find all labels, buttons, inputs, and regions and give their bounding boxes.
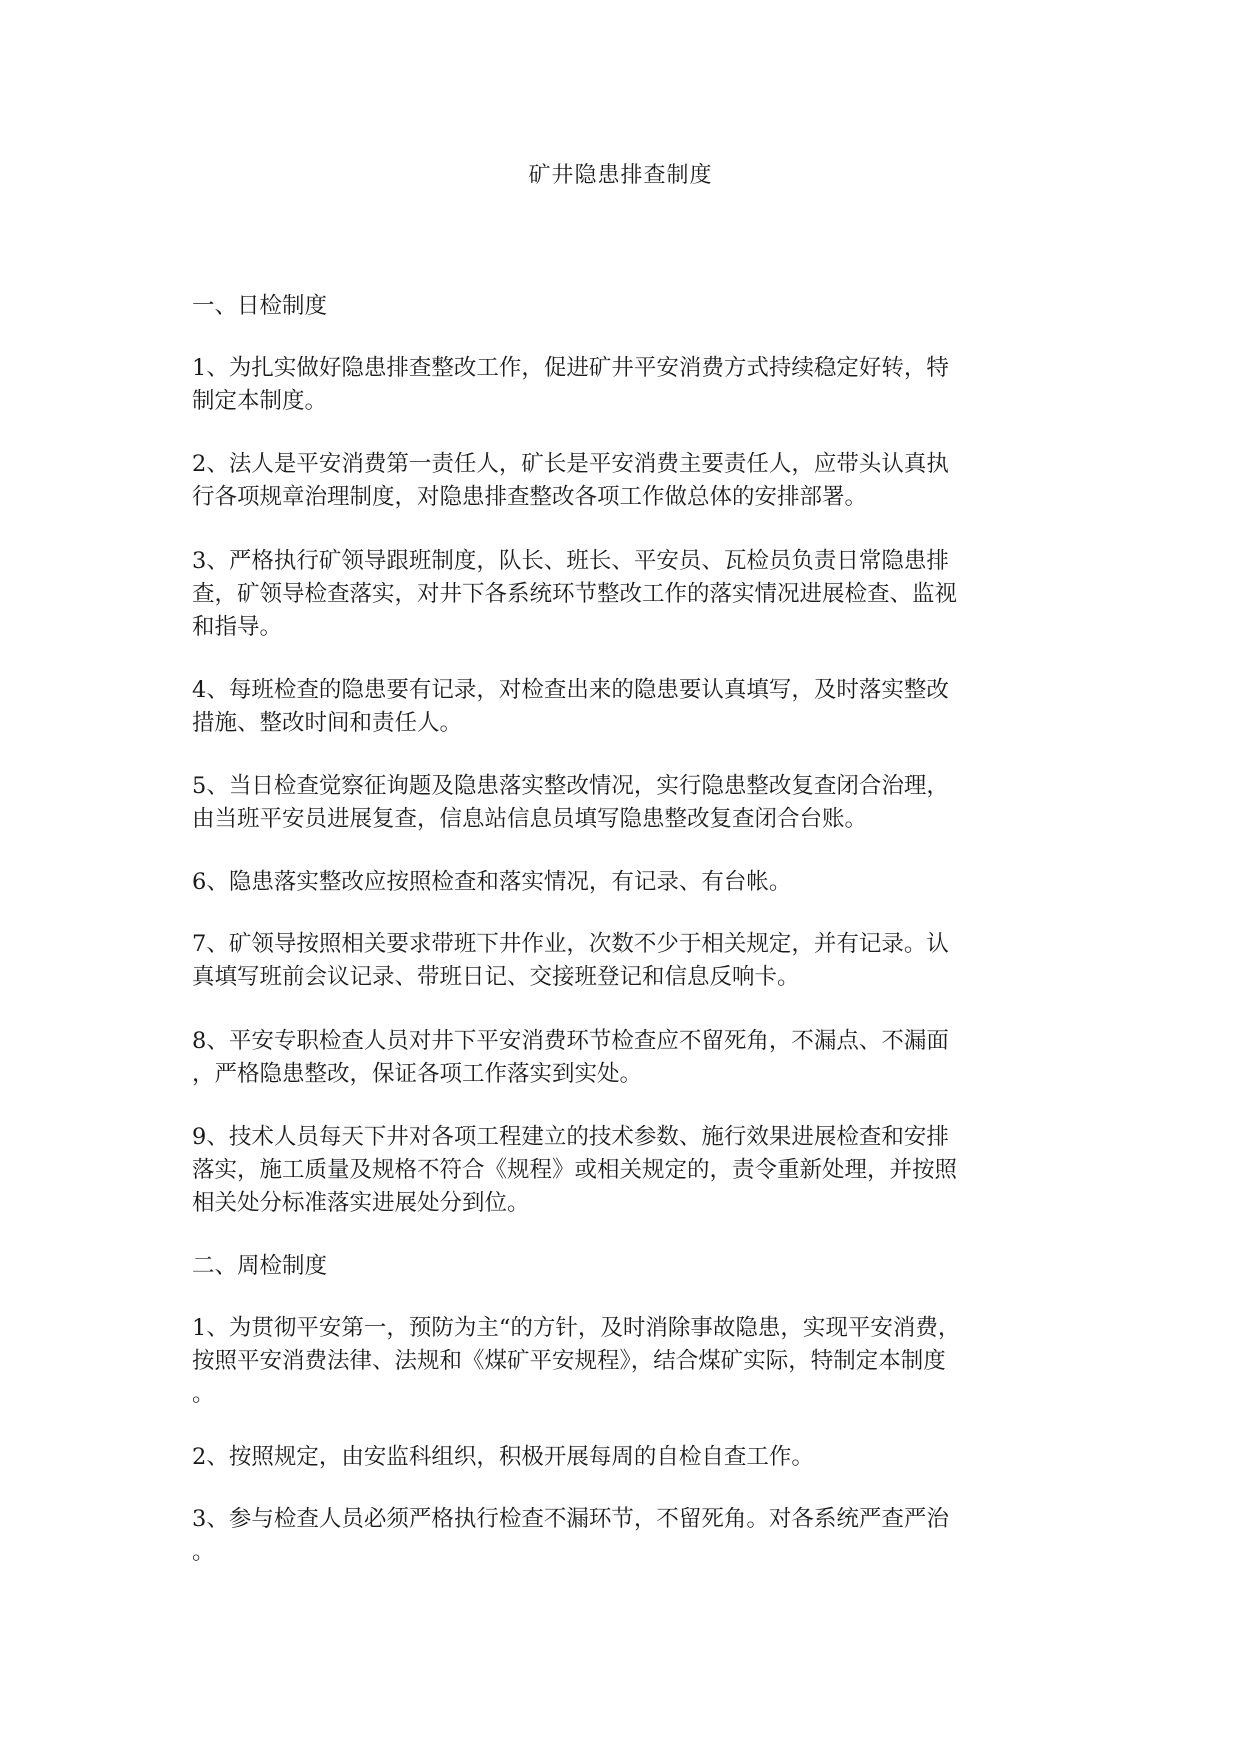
document-title: 矿井隐患排查制度	[528, 163, 713, 188]
paragraph	[192, 1312, 1052, 1411]
paragraph-line: ，严格隐患整改，保证各项工作落实到实处。	[192, 1061, 643, 1087]
paragraph	[192, 448, 1052, 514]
paragraph-line: 落实，施工质量及规格不符合《规程》或相关规定的，责令重新处理，并按照	[192, 1157, 958, 1183]
paragraph	[192, 1441, 1052, 1474]
paragraph	[192, 1503, 1052, 1569]
paragraph	[192, 928, 1052, 994]
paragraph	[192, 1121, 1052, 1220]
paragraph-line: 7、矿领导按照相关要求带班下井作业，次数不少于相关规定，并有记录。认	[192, 931, 949, 957]
paragraph-line: 由当班平安员进展复查，信息站信息员填写隐患整改复查闭合台账。	[192, 806, 868, 832]
paragraph-line: 行各项规章治理制度，对隐患排查整改各项工作做总体的安排部署。	[192, 484, 868, 510]
paragraph-line: 5、当日检查觉察征询题及隐患落实整改情况，实行隐患整改复查闭合治理，	[192, 773, 949, 799]
paragraph	[192, 352, 1052, 418]
paragraph-line: 9、技术人员每天下井对各项工程建立的技术参数、施行效果进展检查和安排	[192, 1124, 949, 1150]
paragraph-line: 。	[192, 1539, 215, 1565]
paragraph-line: 按照平安消费法律、法规和《煤矿平安规程》，结合煤矿实际，特制定本制度	[192, 1348, 946, 1374]
paragraph-line: 1、为扎实做好隐患排查整改工作，促进矿井平安消费方式持续稳定好转，特	[192, 355, 949, 381]
paragraph-line: 8、平安专职检查人员对井下平安消费环节检查应不留死角，不漏点、不漏面	[192, 1028, 949, 1054]
paragraph-line: 2、按照规定，由安监科组织，积极开展每周的自检自查工作。	[192, 1444, 814, 1470]
paragraph-line: 查，矿领导检查落实，对井下各系统环节整改工作的落实情况进展检查、监视	[192, 581, 958, 607]
paragraph-line: 措施、整改时间和责任人。	[192, 710, 463, 736]
paragraph-line: 2、法人是平安消费第一责任人，矿长是平安消费主要责任人，应带头认真执	[192, 451, 949, 477]
paragraph	[192, 1025, 1052, 1091]
paragraph-line: 制定本制度。	[192, 388, 328, 414]
section-heading-weekly-inspection: 二、周检制度	[192, 1253, 328, 1279]
paragraph-line: 4、每班检查的隐患要有记录，对检查出来的隐患要认真填写，及时落实整改	[192, 677, 949, 703]
paragraph-line: 3、严格执行矿领导跟班制度，队长、班长、平安员、瓦检员负责日常隐患排	[192, 548, 949, 574]
paragraph-line: 和指导。	[192, 614, 283, 640]
paragraph-line: 6、隐患落实整改应按照检查和落实情况，有记录、有台帐。	[192, 869, 792, 895]
paragraph-line: 3、参与检查人员必须严格执行检查不漏环节，不留死角。对各系统严查严治	[192, 1506, 949, 1532]
paragraph-line: 。	[192, 1381, 215, 1407]
paragraph-line: 1、为贯彻平安第一，预防为主“的方针，及时消除事故隐患，实现平安消费，	[192, 1315, 961, 1341]
section-heading-daily-inspection: 一、日检制度	[192, 293, 328, 319]
paragraph	[192, 866, 1052, 899]
paragraph-line: 相关处分标准落实进展处分到位。	[192, 1190, 530, 1216]
paragraph	[192, 770, 1052, 836]
paragraph	[192, 674, 1052, 740]
paragraph-line: 真填写班前会议记录、带班日记、交接班登记和信息反响卡。	[192, 964, 800, 990]
paragraph	[192, 545, 1052, 644]
